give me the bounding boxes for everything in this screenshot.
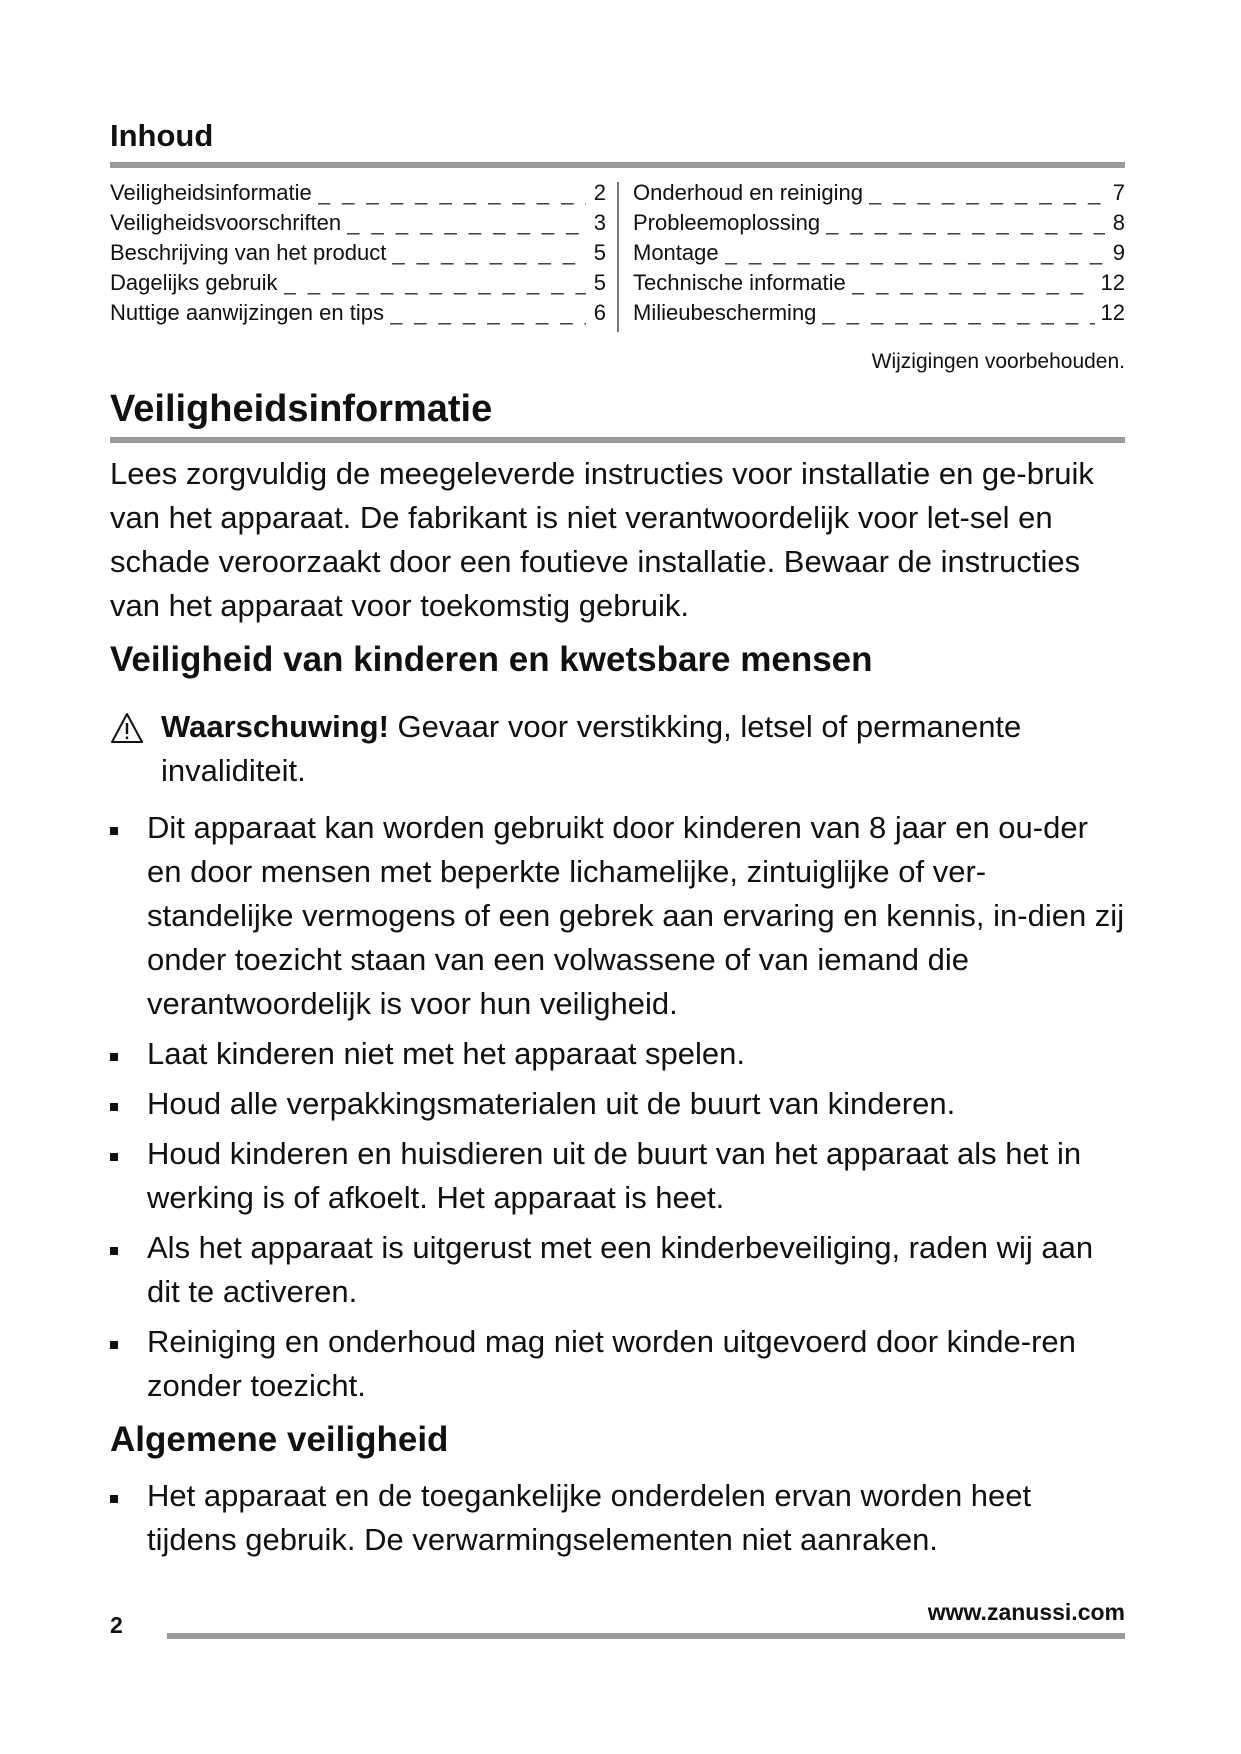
- toc-entry[interactable]: Nuttige aanwijzingen en tips _ _ _ 6: [110, 300, 606, 330]
- toc-entry[interactable]: Milieubescherming _ _ _ 12: [633, 300, 1125, 330]
- table-of-contents: [110, 180, 1125, 335]
- toc-entry[interactable]: Veiligheidsinformatie _ _ _ 2: [110, 180, 606, 210]
- list-item: Laat kinderen niet met het apparaat spelen.: [110, 1032, 1125, 1076]
- warning-label: Waarschuwing!: [161, 709, 389, 744]
- toc-entry[interactable]: Veiligheidsvoorschriften _ _ _ 3: [110, 210, 606, 240]
- bullet-marker: [110, 1053, 118, 1061]
- bullet-marker: [110, 1103, 118, 1111]
- warning-triangle-icon: [110, 712, 144, 744]
- document-page: [110, 0, 1125, 1754]
- footer-url[interactable]: www.zanussi.com: [927, 1599, 1125, 1625]
- bullet-marker: [110, 1247, 118, 1255]
- safety-intro-paragraph: Lees zorgvuldig de meegeleverde instructies voor installatie en ge-bruik van het apparaat. De fabrikant is niet verantwoordelijk voor let-sel en schade veroorzaakt door een foutieve installatie. Bewaar de instructies van het apparaat voor toekomstig gebruik.: [110, 456, 1094, 623]
- section-divider-rule: [110, 437, 1125, 443]
- section-title-children: Veiligheid van kinderen en kwetsbare mensen: [110, 640, 873, 679]
- list-item: Dit apparaat kan worden gebruikt door kinderen van 8 jaar en ou-der en door mensen met beperkte lichamelijke, zintuiglijke of ver-standelijke vermogens of een gebrek aan ervaring en kennis, in-dien zij onder toezicht staan van een volwassene of van iemand die verantwoordelijk is voor hun veiligheid.: [110, 806, 1125, 1026]
- toc-divider-rule: [110, 162, 1125, 168]
- toc-entry[interactable]: Probleemoplossing _ _ _ 8: [633, 210, 1125, 240]
- section-title-safety: Veiligheidsinformatie: [110, 388, 493, 430]
- footer-divider-rule: [167, 1633, 1125, 1639]
- toc-entry[interactable]: Technische informatie _ _ _ 12: [633, 270, 1125, 300]
- list-item: Als het apparaat is uitgerust met een kinderbeveiliging, raden wij aan dit te activeren.: [110, 1226, 1125, 1314]
- bullet-marker: [110, 1153, 118, 1161]
- warning-body: Gevaar voor verstikking, letsel of permanente invaliditeit.: [161, 709, 1022, 788]
- toc-title: Inhoud: [110, 118, 214, 153]
- toc-entry[interactable]: Montage _ _ _ 9: [633, 240, 1125, 270]
- list-item: Het apparaat en de toegankelijke onderdelen ervan worden heet tijdens gebruik. De verwarmingselementen niet aanraken.: [110, 1474, 1125, 1562]
- bullet-marker: [110, 1495, 118, 1503]
- toc-entry[interactable]: Dagelijks gebruik _ _ _ 5: [110, 270, 606, 300]
- bullet-marker: [110, 827, 118, 835]
- general-safety-list: [110, 1474, 1125, 1568]
- bullet-marker: [110, 1341, 118, 1349]
- list-item: Houd kinderen en huisdieren uit de buurt van het apparaat als het in werking is of afkoelt. Het apparaat is heet.: [110, 1132, 1125, 1220]
- toc-left-column: [110, 180, 606, 330]
- warning-block: [110, 705, 1125, 793]
- page-number: 2: [110, 1612, 123, 1638]
- toc-entry[interactable]: Onderhoud en reiniging _ _ _ 7: [633, 180, 1125, 210]
- list-item: Reiniging en onderhoud mag niet worden uitgevoerd door kinde-ren zonder toezicht.: [110, 1320, 1125, 1408]
- section-title-general: Algemene veiligheid: [110, 1420, 449, 1459]
- toc-column-separator: [617, 182, 619, 332]
- list-item: Houd alle verpakkingsmaterialen uit de buurt van kinderen.: [110, 1082, 1125, 1126]
- warning-text: [110, 705, 1125, 793]
- toc-right-column: [633, 180, 1125, 330]
- children-safety-list: [110, 806, 1125, 1414]
- changes-notice: Wijzigingen voorbehouden.: [871, 350, 1125, 373]
- toc-entry[interactable]: Beschrijving van het product _ _ _ 5: [110, 240, 606, 270]
